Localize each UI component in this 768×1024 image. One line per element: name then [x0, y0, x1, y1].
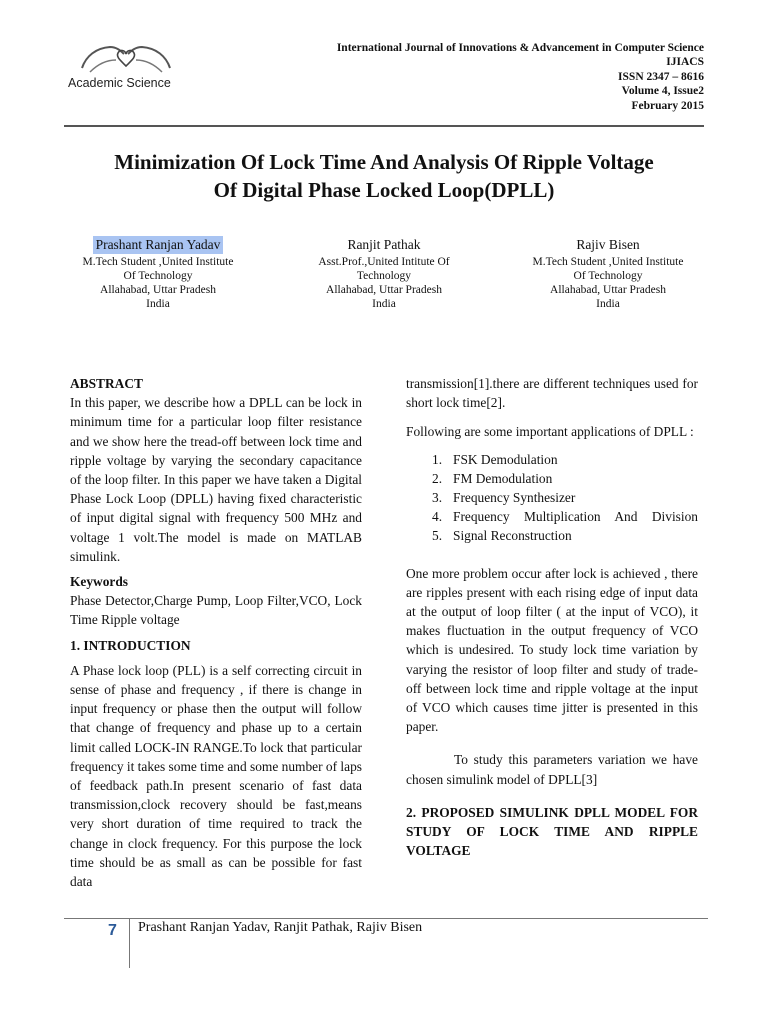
publisher-logo: [66, 38, 186, 98]
author-affiliation: Technology: [356, 270, 412, 282]
introduction-heading: 1. INTRODUCTION: [70, 637, 191, 653]
continuation-text: transmission[1].there are different techniques used for short lock time[2].: [406, 376, 698, 411]
logo-text: Academic Science: [68, 76, 171, 90]
study-paragraph: To study this parameters variation we have chosen simulink model of DPLL[3]: [406, 752, 698, 787]
section-2-heading: 2. PROPOSED SIMULINK DPLL MODEL FOR STUDY OF LOCK TIME AND RIPPLE VOLTAGE: [406, 804, 698, 859]
abstract-body: In this paper, we describe how a DPLL can be lock in minimum time for a particular loop filter resistance and we show here the tread-off between lock time and ripple voltage by varying the secondary capacitance of the loop filter. In this paper we have taken a Digital Phase Lock Loop (DPLL) having fixed characteristic of input digital signal with frequency 500 MHz and voltage 1 volt.The model is made on MATLAB simulink.: [70, 395, 362, 564]
author-affiliation: Asst.Prof.,United Intitute Of: [318, 256, 450, 268]
journal-volume: Volume 4, Issue2: [621, 85, 704, 98]
list-item: 5. Signal Reconstruction: [432, 528, 572, 544]
journal-date: February 2015: [631, 99, 704, 112]
author-affiliation: Allahabad, Uttar Pradesh: [326, 284, 442, 296]
list-item: 4. Frequency Multiplication And Division: [432, 509, 698, 525]
author-block-3: [508, 236, 708, 311]
keywords-heading: Keywords: [70, 574, 129, 590]
list-item: 1. FSK Demodulation: [432, 451, 558, 467]
author-affiliation: M.Tech Student ,United Institute: [82, 256, 234, 268]
author-affiliation: Of Technology: [123, 270, 193, 282]
footer-authors: Prashant Ranjan Yadav, Ranjit Pathak, Rajiv Bisen: [138, 920, 423, 935]
ripple-paragraph: One more problem occur after lock is achieved , there are ripples present with each rising edge of input data at the output of loop filter ( at the input of VCO), it makes fluctuation in the output frequency of VCO which is undesired. To study lock time variation by varying the resistor of loop filter and study of trade-off between lock time and ripple voltage at the input of VCO which causes time jitter is presented in this paper.: [406, 565, 698, 735]
abstract-heading: ABSTRACT: [70, 376, 143, 391]
author-affiliation: Allahabad, Uttar Pradesh: [100, 284, 216, 296]
footer-vertical-divider: [129, 918, 130, 968]
keywords-body: Phase Detector,Charge Pump, Loop Filter,VCO, Lock Time Ripple voltage: [70, 593, 362, 628]
applications-list: [432, 450, 698, 546]
author-name-2: Ranjit Pathak: [347, 237, 421, 252]
author-affiliation: India: [372, 298, 396, 310]
author-affiliation: India: [596, 298, 620, 310]
list-item: 3. Frequency Synthesizer: [432, 490, 576, 506]
journal-name: International Journal of Innovations & Advancement in Computer Science: [336, 42, 704, 54]
journal-abbrev: IJIACS: [666, 56, 704, 69]
applications-intro: Following are some important applications of DPLL :: [406, 424, 694, 440]
page-number: 7: [108, 922, 117, 939]
list-item: 2. FM Demodulation: [432, 470, 553, 486]
title-line-2: Of Digital Phase Locked Loop(DPLL): [213, 178, 555, 202]
author-affiliation: M.Tech Student ,United Institute: [532, 256, 684, 268]
author-affiliation: Allahabad, Uttar Pradesh: [550, 284, 666, 296]
header-divider: [64, 125, 704, 127]
author-block-1: [58, 236, 258, 311]
journal-info: [337, 41, 704, 113]
author-affiliation: India: [146, 298, 170, 310]
journal-issn: ISSN 2347 – 8616: [618, 70, 704, 83]
title-line-1: Minimization Of Lock Time And Analysis Of Ripple Voltage: [114, 150, 654, 174]
right-column: [406, 374, 698, 860]
author-name-3: Rajiv Bisen: [576, 237, 640, 252]
author-name-1[interactable]: Prashant Ranjan Yadav: [93, 236, 224, 254]
introduction-body: A Phase lock loop (PLL) is a self correcting circuit in sense of phase and frequency , if there is change in input frequency or phase then the output will follow that change of frequency and phase up to a certain limit called LOCK-IN RANGE.To lock that particular frequency it takes some time and some number of laps of feedback path.In present scenario of fast data transmission,clock recovery should be fast,means very short duration of time required to track the change in clock frequency. For this purpose the lock time should be as small as can be possible for fast data: [70, 662, 362, 890]
hands-heart-logo-icon: [76, 38, 176, 74]
author-affiliation: Of Technology: [573, 270, 643, 282]
left-column: [70, 374, 362, 891]
author-block-2: [284, 236, 484, 311]
paper-title: [64, 148, 704, 204]
